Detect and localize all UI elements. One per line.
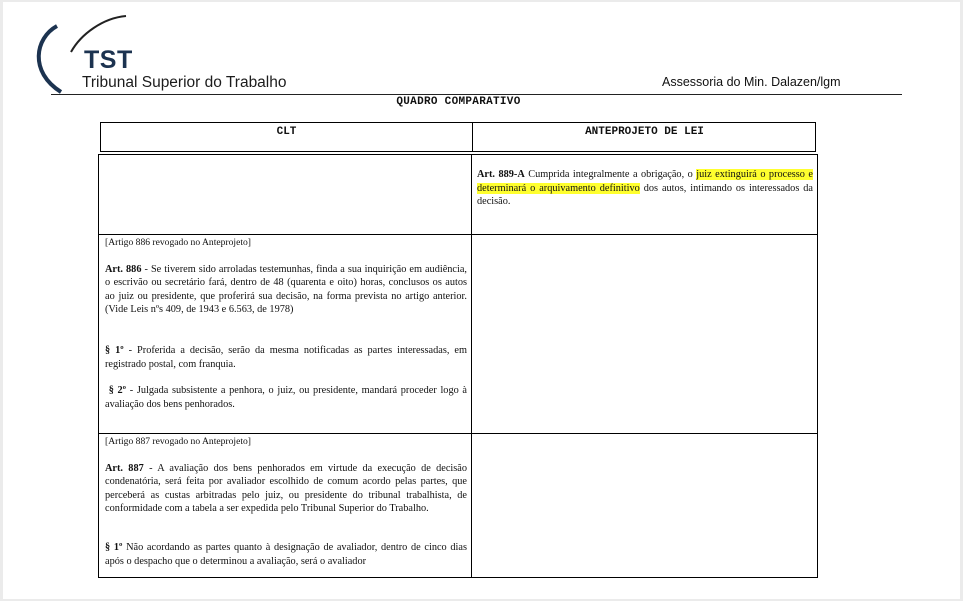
- table-row: [99, 235, 817, 434]
- table-row: [99, 434, 817, 578]
- table-row: [99, 155, 817, 235]
- revoked-note: [Artigo 886 revogado no Anteprojeto]: [105, 237, 252, 248]
- column-header-anteprojeto: ANTEPROJETO DE LEI: [585, 126, 704, 138]
- paragraph-2: [105, 384, 467, 411]
- paragraph-label: § 1º: [105, 541, 123, 553]
- article-text: - Se tiverem sido arroladas testemunhas, finda a sua inquirição em audiência, o escrivão ou secretário fará, dentro de 48 (quarenta e oito) horas, conclusos os autos ao juiz ou presidente, que proferirá sua decisão, na forma prevista no artigo anterior. (Vide Leis nºs 409, de 1943 e 6.563, de 1978): [105, 263, 468, 316]
- header-divider: [51, 94, 902, 95]
- article-paragraph: [105, 462, 467, 516]
- article-paragraph: [105, 263, 467, 317]
- anteprojeto-cell: [472, 155, 817, 234]
- anteprojeto-cell: [472, 235, 817, 433]
- logo-name: Tribunal Superior do Trabalho: [82, 74, 287, 91]
- article-text: Cumprida integralmente a obrigação, o: [524, 169, 697, 180]
- paragraph-text: - Julgada subsistente a penhora, o juiz, ou presidente, mandará proceder logo à avaliação dos bens penhorados.: [105, 385, 468, 410]
- assessoria-label: Assessoria do Min. Dalazen/lgm: [662, 75, 841, 89]
- article-label: Art. 886: [105, 263, 142, 275]
- article-text: - A avaliação dos bens penhorados em virtude da execução de decisão condenatória, será feita por avaliador escolhido de comum acordo pelas partes, que perceberá as custas arbitradas pelo juiz, ou presidente do tribunal trabalhista, de conformidade com a tabela a ser expedida pelo Tribunal Superior do Trabalho.: [105, 462, 467, 515]
- article-label: Art. 889-A: [477, 169, 525, 180]
- clt-cell: [99, 434, 472, 578]
- column-header-table: [100, 122, 816, 152]
- document-page: [3, 2, 960, 599]
- revoked-note: [Artigo 887 revogado no Anteprojeto]: [105, 436, 252, 447]
- paragraph-text: Não acordando as partes quanto à designação de avaliador, dentro de cinco dias após o despacho que o determinou a avaliação, será o avaliador: [105, 541, 467, 567]
- clt-cell: [99, 155, 472, 234]
- paragraph-text: - Proferida a decisão, serão da mesma notificadas as partes interessadas, em registrado postal, com franquia.: [105, 344, 467, 370]
- document-title: QUADRO COMPARATIVO: [396, 96, 521, 108]
- article-paragraph: [477, 168, 813, 209]
- clt-cell: [99, 235, 472, 433]
- logo-abbreviation: TST: [84, 46, 133, 74]
- paragraph-label: § 2º: [108, 385, 127, 397]
- paragraph-1: [105, 541, 467, 568]
- comparison-table: [98, 154, 818, 578]
- paragraph-label: § 1º: [105, 344, 124, 356]
- column-header-clt: CLT: [101, 123, 473, 151]
- article-label: Art. 887: [105, 462, 144, 474]
- highlighted-text: juiz extinguirá o processo e determinará o arquivamento definitivo: [477, 169, 813, 194]
- paragraph-1: [105, 344, 467, 371]
- anteprojeto-cell: [472, 434, 817, 578]
- article-text-end: dos autos, intimando os interessados da decisão.: [477, 182, 813, 208]
